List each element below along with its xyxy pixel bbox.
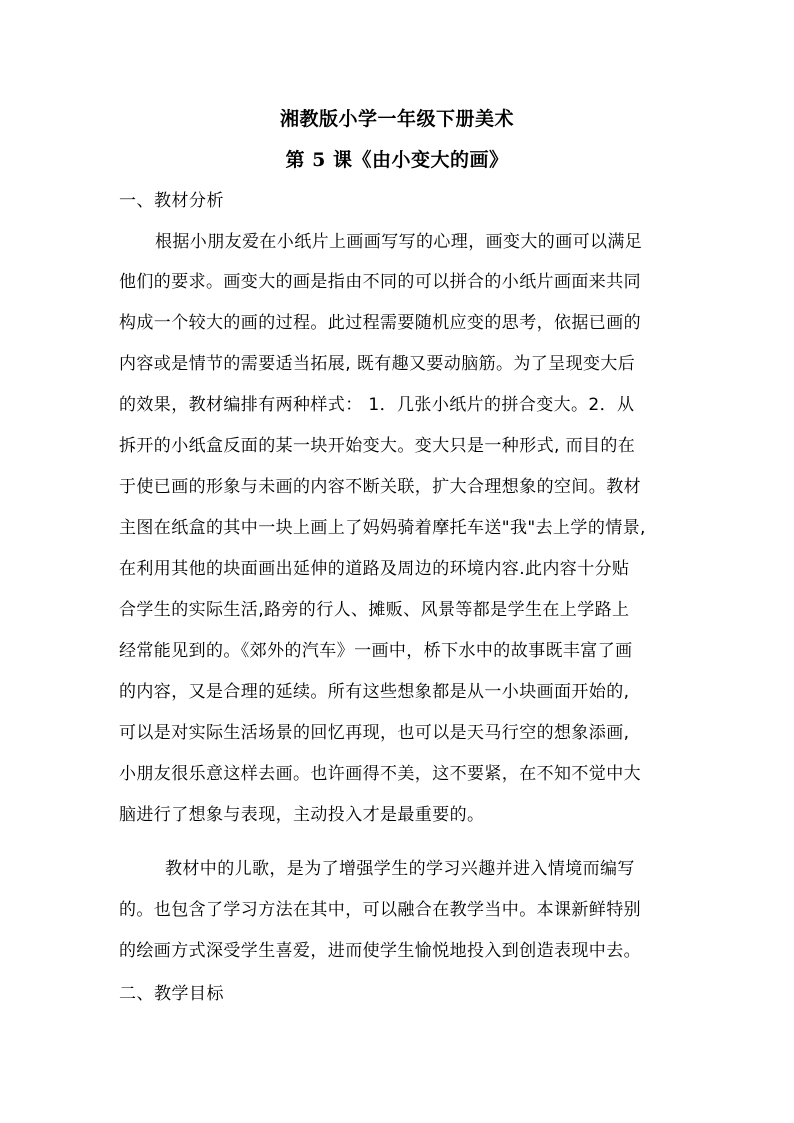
paragraph-line: 于使已画的形象与未画的内容不断关联，扩大合理想象的空间。教材	[119, 477, 641, 497]
paragraph-line: 主图在纸盒的其中一块上画上了妈妈骑着摩托车送"我"去上学的情景,	[119, 518, 646, 538]
paragraph-line: 可以是对实际生活场景的回忆再现，也可以是天马行空的想象添画,	[119, 723, 630, 743]
paragraph-line: 教材中的儿歌，是为了增强学生的学习兴趣并进入情境而编写	[165, 859, 635, 879]
paragraph-line: 脑进行了想象与表现，主动投入才是最重要的。	[119, 805, 485, 825]
paragraph-line: 的绘画方式深受学生喜爱，进而使学生愉悦地投入到创造表现中去。	[119, 941, 641, 961]
document-title: 湘教版小学一年级下册美术	[279, 108, 514, 130]
paragraph-line: 在利用其他的块面画出延伸的道路及周边的环境内容.此内容十分贴	[119, 559, 630, 579]
paragraph-line: 根据小朋友爱在小纸片上画画写写的心理，画变大的画可以满足	[155, 232, 643, 252]
section-heading-textbook-analysis: 一、教材分析	[119, 191, 224, 211]
paragraph-line: 构成一个较大的画的过程。此过程需要随机应变的思考，依据已画的	[119, 313, 641, 333]
paragraph-line: 经常能见到的。《郊外的汽车》一画中，桥下水中的故事既丰富了画	[119, 641, 633, 661]
paragraph-line: 内容或是情节的需要适当拓展, 既有趣又要动脑筋。为了呈现变大后	[119, 354, 636, 374]
paragraph-line: 小朋友很乐意这样去画。也许画得不美，这不要紧，在不知不觉中大	[119, 764, 641, 784]
paragraph-line: 合学生的实际生活,路旁的行人、摊贩、风景等都是学生在上学路上	[119, 600, 630, 620]
paragraph-line: 的。也包含了学习方法在其中，可以融合在教学当中。本课新鲜特别	[119, 900, 641, 920]
paragraph-line: 他们的要求。画变大的画是指由不同的可以拼合的小纸片画面来共同	[119, 272, 641, 292]
paragraph-line: 的内容，又是合理的延续。所有这些想象都是从一小块画面开始的,	[119, 682, 630, 702]
lesson-title: 第 5 课《由小变大的画》	[285, 149, 509, 171]
section-heading-teaching-objectives: 二、教学目标	[119, 984, 224, 1004]
paragraph-line: 拆开的小纸盒反面的某一块开始变大。变大只是一种形式, 而目的在	[119, 436, 636, 456]
paragraph-line: 的效果，教材编排有两种样式： 1．几张小纸片的拼合变大。2．从	[119, 395, 635, 415]
